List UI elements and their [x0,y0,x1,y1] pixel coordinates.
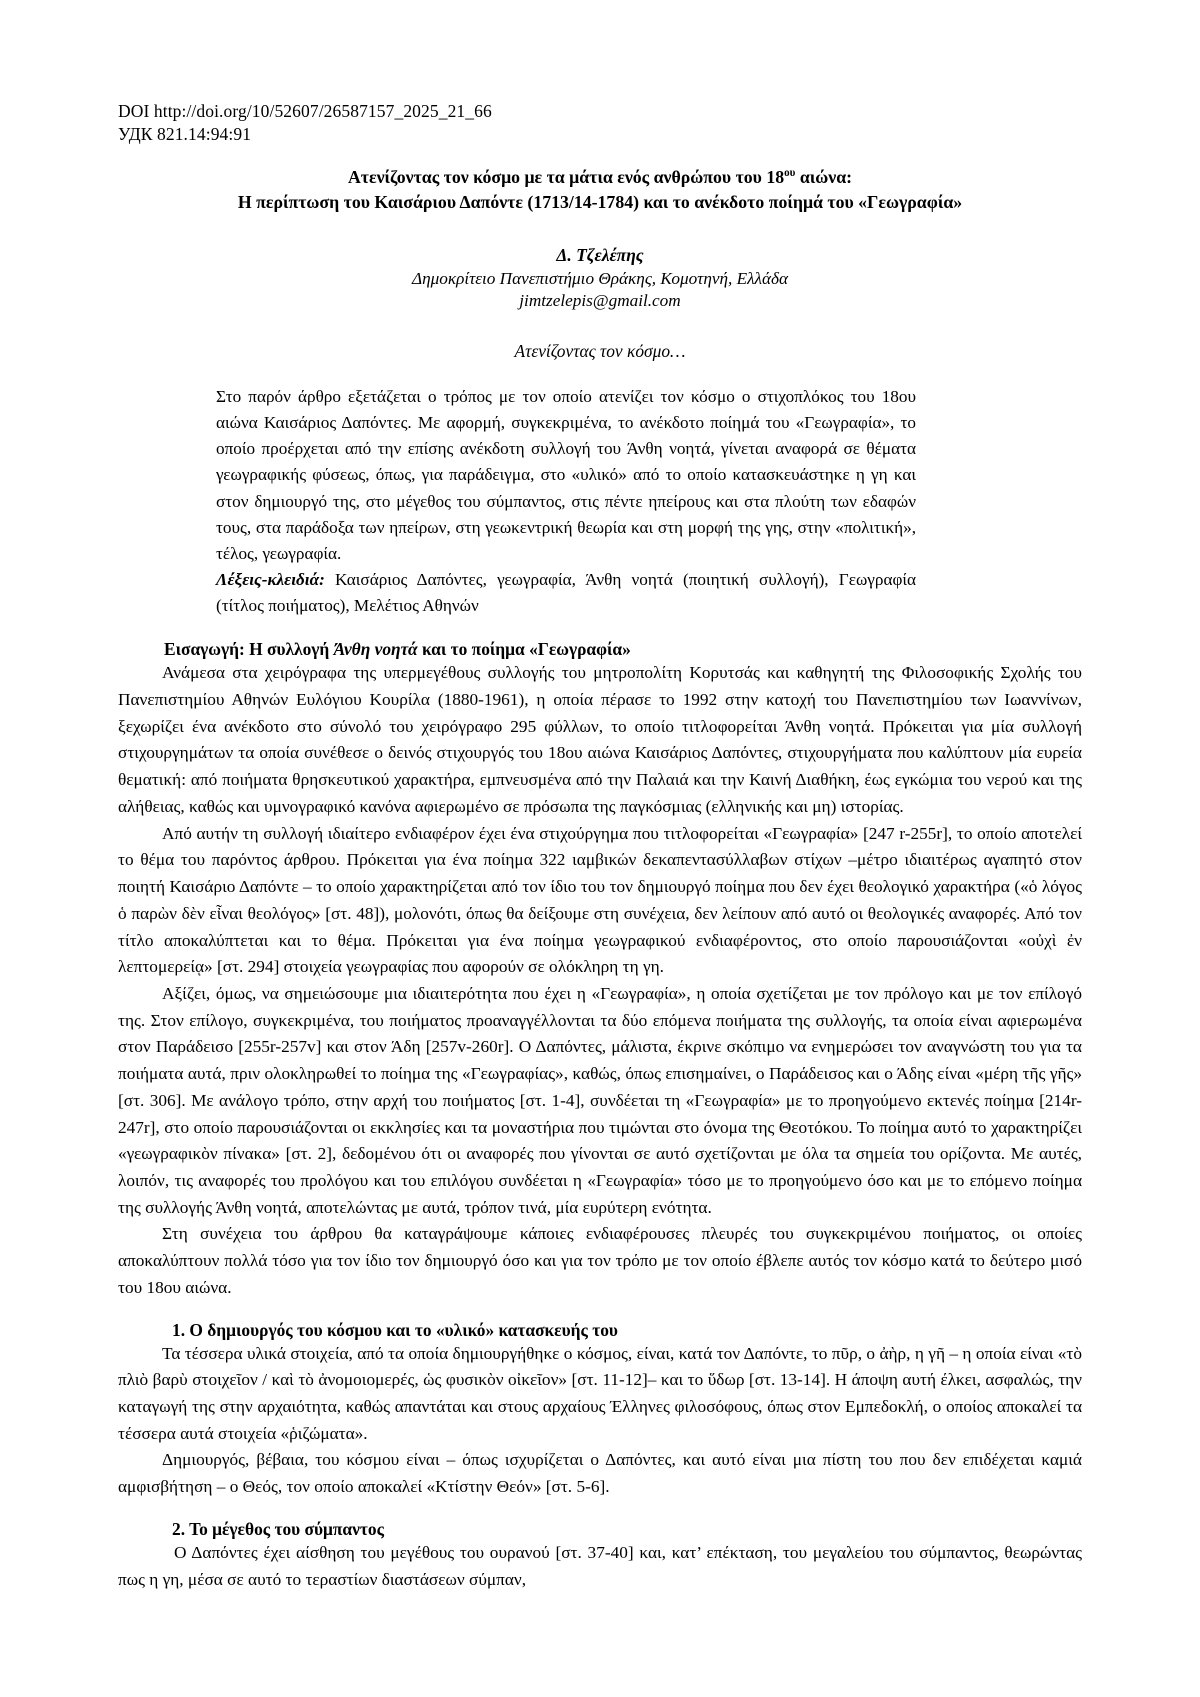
section-heading-2: 2. Το μέγεθος του σύμπαντος [172,1518,384,1539]
title-text-a: Ατενίζοντας τον κόσμο με τα μάτια ενός ανθρώπου του 18 [347,166,785,187]
paragraph-7: Ο Δαπόντες έχει αίσθηση του μεγέθους του ουρανού [στ. 37-40] και, κατ’ επέκταση, του μεγαλείου του σύμπαντος, θεωρώντας πως η γη, μέσα σε αυτό το τεραστίων διαστάσεων σύμπαν, [118,1542,1082,1589]
paper-title-line-1 [118,165,1082,190]
paragraph-2: Από αυτήν τη συλλογή ιδιαίτερο ενδιαφέρον έχει ένα στιχούργημα που τιτλοφορείται «Γεωγραφία» [247 r-255r], το οποίο αποτελεί το θέμα του παρόντος άρθρου. Πρόκειται για ένα ποίημα 322 ιαμβικών δεκαπεντασύλλαβων στίχων –μέτρο ιδιαιτέρως αγαπητό στον ποιητή Καισάριο Δαπόντε – το οποίο χαρακτηρίζεται από τον ίδιο του τον δημιουργό ποίημα που δεν έχει θεολογικό χαρακτήρα («ὁ λόγος ὁ παρὼν δὲν εἶναι θεολόγος» [στ. 48]), μολονότι, όπως θα δείξουμε στη συνέχεια, δεν λείπουν από αυτό οι θεολογικές αναφορές. Από τον τίτλο αποκαλύπτεται και το θέμα. Πρόκειται για ένα ποίημα γεωγραφικού ενδιαφέροντος, στο οποίο παρουσιάζονται «οὐχὶ ἐν λεπτομερείᾳ» [στ. 294] στοιχεία γεωγραφίας που αφορούν σε ολόκληρη τη γη. [118,823,1082,977]
paragraph-4: Στη συνέχεια του άρθρου θα καταγράψουμε κάποιες ενδιαφέρουσες πλευρές του συγκεκριμένου ποιήματος, οι οποίες αποκαλύπτουν πολλά τόσο για τον ίδιο τον δημιουργό όσο και για τον τρόπο με τον οποίο έβλεπε αυτός τον κόσμο κατά το δεύτερο μισό του 18ου αιώνα. [118,1224,1082,1297]
section-heading-1: 1. Ο δημιουργός του κόσμου και το «υλικό» κατασκευής του [172,1319,618,1340]
keywords-label: Λέξεις-κλειδιά: [216,570,325,590]
intro-head-part-2: και το ποίημα «Γεωγραφία» [417,639,631,660]
author-name: Δ. Τζελέπης [556,245,644,266]
udk-line: УДК 821.14:94:91 [118,124,252,145]
keywords-block [216,567,916,619]
abstract-text: Στο παρόν άρθρο εξετάζεται ο τρόπος με τον οποίο ατενίζει τον κόσμο ο στιχοπλόκος του 18ου αιώνα Καισάριος Δαπόντες. Με αφορμή, συγκεκριμένα, το ανέκδοτο ποίημά του «Γεωγραφία», το οποίο προέρχεται από την επίσης ανέκδοτη συλλογή του Άνθη νοητά, γίνεται αναφορά σε θέματα γεωγραφικής φύσεως, όπως, για παράδειγμα, στο «υλικό» από το οποίο κατασκευάστηκε η γη και στον δημιουργό της, στο μέγεθος του σύμπαντος, στις πέντε ηπείρους και στα πλούτη των εδαφών τους, στα παράδοξα των ηπείρων, στη γεωκεντρική θεωρία και στη μορφή της γης, στην «πολιτική», τέλος, γεωγραφία. [216,387,916,563]
keywords-text: Καισάριος Δαπόντες, γεωγραφία, Άνθη νοητά (ποιητική συλλογή), Γεωγραφία (τίτλος ποιήματος), Μελέτιος Αθηνών [216,570,916,616]
title-text-b: αιώνα: [795,166,853,187]
paragraph-3: Αξίζει, όμως, να σημειώσουμε μια ιδιαιτερότητα που έχει η «Γεωγραφία», η οποία σχετίζεται με τον πρόλογο και με τον επίλογό της. Στον επίλογο, συγκεκριμένα, του ποιήματος προαναγγέλλονται τα δύο επόμενα ποιήματα της συλλογής, τα οποία είναι αφιερωμένα στον Παράδεισο [255r-257v] και στον Άδη [257v-260r]. Ο Δαπόντες, μάλιστα, έκρινε σκόπιμο να ενημερώσει τον αναγνώστη του για τα ποιήματα αυτά, πριν ολοκληρωθεί το ποίημα της «Γεωγραφίας», καθώς, όπως επισημαίνει, ο Παράδεισος και ο Άδης είναι «μέρη τῆς γῆς» [στ. 306]. Με ανάλογο τρόπο, στην αρχή του ποιήματος [στ. 1-4], συνδέεται τη «Γεωγραφία» με το προηγούμενο εκτενές ποίημα [214r-247r], στο οποίο παρουσιάζονται οι εκκλησίες και τα μοναστήρια που τιμώνται στο όνομα της Θεοτόκου. Το ποίημα αυτό το χαρακτηρίζει «γεωγραφικὸν πίνακα» [στ. 2], δεδομένου ότι οι αναφορές που γίνονται σε αυτό σχετίζονται με όλα τα σημεία του ορίζοντα. Με αυτές, λοιπόν, τις αναφορές του προλόγου και του επιλόγου συνδέεται η «Γεωγραφία» τόσο με το προηγούμενο όσο και με το επόμενο ποίημα της συλλογής Άνθη νοητά, αποτελώντας με αυτά, τρόπον τινά, μία ευρύτερη ενότητα. [118,983,1082,1217]
paragraph-5: Τα τέσσερα υλικά στοιχεία, από τα οποία δημιουργήθηκε ο κόσμος, είναι, κατά τον Δαπόντε, το πῦρ, ο ἀὴρ, η γῆ – η οποία είναι «τὸ πλιὸ βαρὺ στοιχεῖον / καὶ τὸ ἀνομοιομερές, ὡς φυσικὸν οἰκεῖον» [στ. 11-12]– και το ὕδωρ [στ. 13-14]. Η άποψη αυτή έλκει, ασφαλώς, την καταγωγή της στην αρχαιότητα, καθώς απαντάται και στους αρχαίους Έλληνες φιλοσόφους, όπως στον Εμπεδοκλή, ο οποίος αποκαλεί τα τέσσερα αυτά στοιχεία «ῥιζώματα». [118,1343,1082,1443]
paper-title-line-2: Η περίπτωση του Καισάριου Δαπόντε (1713/14-1784) και το ανέκδοτο ποίημά του «Γεωγραφία» [237,191,963,212]
paragraph-6: Δημιουργός, βέβαια, του κόσμου είναι – όπως ισχυρίζεται ο Δαπόντες, και αυτό είναι μια πίστη του που δεν επιδέχεται καμιά αμφισβήτηση – ο Θεός, τον οποίο αποκαλεί «Κτίστην Θεόν» [στ. 5-6]. [118,1450,1082,1497]
intro-head-italic-title: Άνθη νοητά [333,639,418,660]
abstract-heading: Ατενίζοντας τον κόσμο… [514,341,686,362]
paragraph-1: Ανάμεσα στα χειρόγραφα της υπερμεγέθους συλλογής του μητροπολίτη Κορυτσάς και καθηγητή της Φιλοσοφικής Σχολής του Πανεπιστημίου Αθηνών Ευλόγιου Κουρίλα (1880-1961), η οποία πέρασε το 1992 στην κατοχή του Πανεπιστημίου των Ιωαννίνων, ξεχωρίζει ένα ανέκδοτο στο σύνολό του χειρόγραφο 295 φύλλων, το οποίο τιτλοφορείται Άνθη νοητά. Πρόκειται για μία συλλογή στιχουργημάτων τα οποία συνέθεσε ο δεινός στιχουργός του 18ου αιώνα Καισάριος Δαπόντες, στιχουργήματα που καλύπτουν μία ευρεία θεματική: από ποιήματα θρησκευτικού χαρακτήρα, εμπνευσμένα από την Παλαιά και την Καινή Διαθήκη, έως εγκώμια του νερού και της αλήθειας, καθώς και υμνογραφικό κανόνα αφιερωμένο σε πρόσωπα της παγκόσμιας (ελληνικής και μη) ιστορίας. [118,663,1082,816]
author-email: jimtzelepis@gmail.com [519,291,681,311]
intro-head-part-1: Εισαγωγή: Η συλλογή [164,639,334,660]
section-heading-intro [164,639,1082,660]
author-affiliation: Δημοκρίτειο Πανεπιστήμιο Θράκης, Κομοτηνή, Ελλάδα [411,269,789,289]
title-ordinal-superscript: ου [784,166,796,179]
doi-line: DOI http://doi.org/10/52607/26587157_2025_21_66 [118,101,492,121]
title-block [118,165,1082,216]
